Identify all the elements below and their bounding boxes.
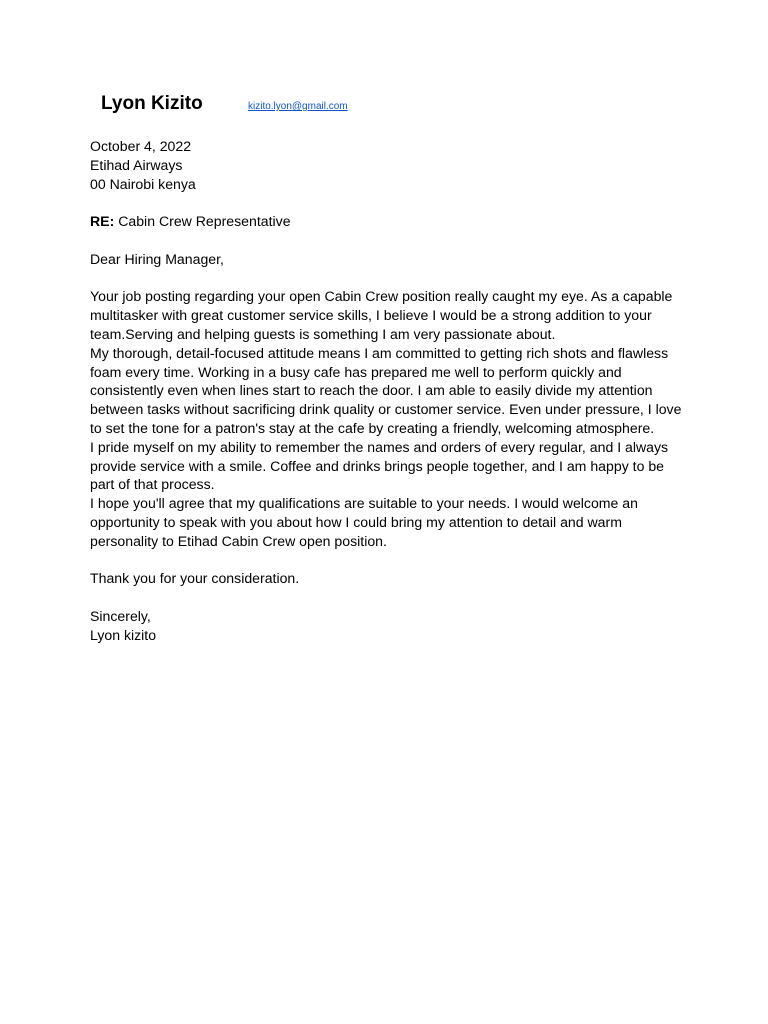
recipient-company: Etihad Airways (90, 156, 183, 173)
spacer (90, 231, 680, 250)
body-line: part of that process. (90, 476, 215, 493)
body-line: Your job posting regarding your open Cabin Crew position really caught my eye. As a capable (90, 288, 673, 305)
subject-text: Cabin Crew Representative (118, 213, 291, 230)
salutation: Dear Hiring Manager, (90, 250, 224, 267)
body-line: between tasks without sacrificing drink quality or customer service. Even under pressure, I love (90, 401, 682, 418)
body-line: opportunity to speak with you about how I could bring my attention to detail and warm (90, 513, 622, 530)
spacer (90, 551, 680, 570)
body-line: multitasker with great customer service skills, I believe I would be a strong addition to your (90, 307, 652, 324)
spacer (90, 269, 680, 288)
subject-line (90, 212, 680, 231)
closing-thanks: Thank you for your consideration. (90, 570, 300, 587)
signature-name: Lyon kizito (90, 626, 157, 643)
body-line: foam every time. Working in a busy cafe has prepared me well to perform quickly and (90, 363, 622, 380)
letter-body (90, 137, 680, 645)
spacer (90, 193, 680, 212)
recipient-location: 00 Nairobi kenya (90, 175, 196, 192)
body-line: I pride myself on my ability to remember the names and orders of every regular, and I always (90, 438, 669, 455)
letter-date: October 4, 2022 (90, 138, 192, 154)
body-line: I hope you'll agree that my qualifications are suitable to your needs. I would welcome an (90, 495, 638, 512)
sender-name: Lyon Kizito (101, 93, 203, 114)
body-line: My thorough, detail-focused attitude means I am committed to getting rich shots and flawless (90, 344, 669, 361)
body-line: provide service with a smile. Coffee and drinks brings people together, and I am happy to be (90, 457, 665, 474)
body-line: to set the tone for a patron's stay at the cafe by creating a friendly, welcoming atmosphere. (90, 419, 655, 436)
body-line: team.Serving and helping guests is something I am very passionate about. (90, 325, 556, 342)
spacer (90, 588, 680, 607)
body-line: personality to Etihad Cabin Crew open position. (90, 532, 387, 549)
sender-email-link[interactable]: kizito.lyon@gmail.com (248, 101, 348, 112)
body-line: consistently even when lines start to reach the door. I am able to easily divide my attention (90, 382, 653, 399)
signoff: Sincerely, (90, 607, 151, 624)
subject-label: RE: (90, 213, 115, 230)
